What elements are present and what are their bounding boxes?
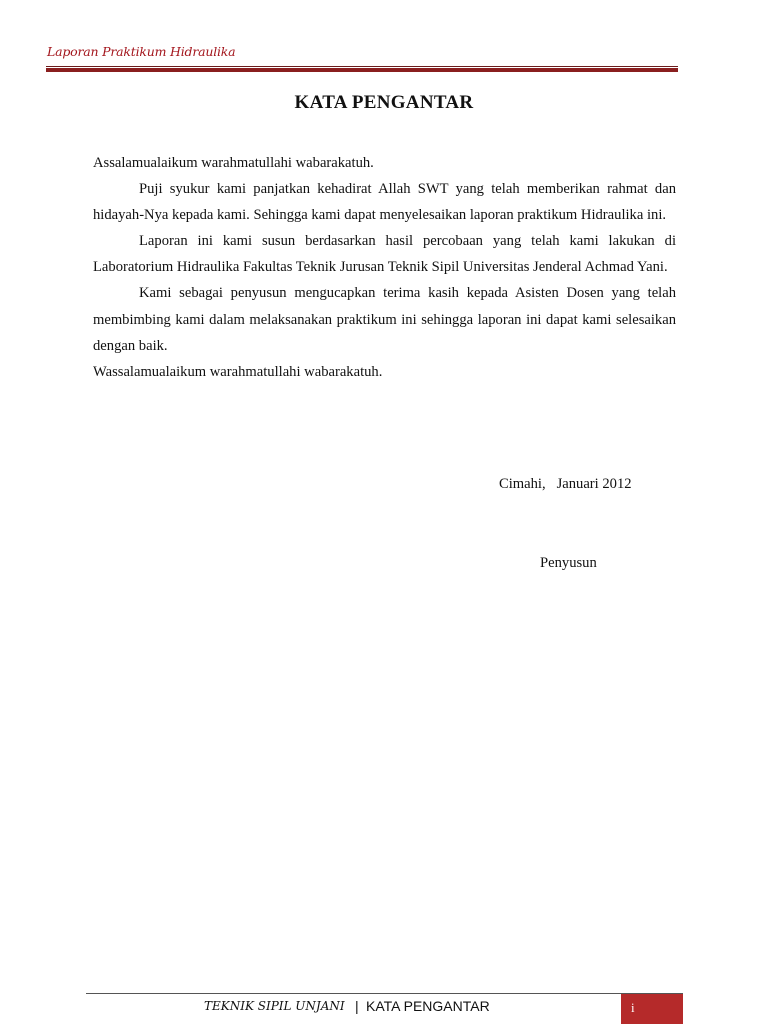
signature-role: Penyusun [540, 555, 597, 571]
opening-greeting: Assalamualaikum warahmatullahi wabarakatuh. [93, 155, 374, 171]
document-body [93, 150, 676, 385]
footer-divider [86, 993, 683, 994]
footer-section-title: KATA PENGANTAR [366, 998, 490, 1014]
page-number-badge [621, 994, 683, 1024]
paragraph-gratitude: Puji syukur kami panjatkan kehadirat Allah SWT yang telah memberikan rahmat dan hidayah-Nya kepada kami. Sehingga kami dapat menyelesaikan laporan praktikum Hidraulika ini. [93, 181, 676, 224]
page-title: KATA PENGANTAR [294, 92, 474, 113]
page-number: i [631, 1000, 635, 1015]
footer-separator: | [355, 998, 359, 1014]
paragraph-report-basis: Laporan ini kami susun berdasarkan hasil percobaan yang telah kami lakukan di Laboratorium Hidraulika Fakultas Teknik Jurusan Teknik Sipil Universitas Jenderal Achmad Yani. [93, 233, 676, 276]
paragraph-thanks: Kami sebagai penyusun mengucapkan terima kasih kepada Asisten Dosen yang telah membimbing kami dalam melaksanakan praktikum ini sehingga laporan ini dapat kami selesaikan dengan baik. [93, 285, 676, 354]
closing-greeting: Wassalamualaikum warahmatullahi wabarakatuh. [93, 363, 383, 380]
header-divider-thick [46, 68, 678, 72]
footer-department: TEKNIK SIPIL UNJANI [204, 999, 345, 1013]
place-and-date: Cimahi, Januari 2012 [499, 476, 632, 492]
running-header-title: Laporan Praktikum Hidraulika [47, 44, 236, 59]
header-divider-thin [46, 66, 678, 67]
